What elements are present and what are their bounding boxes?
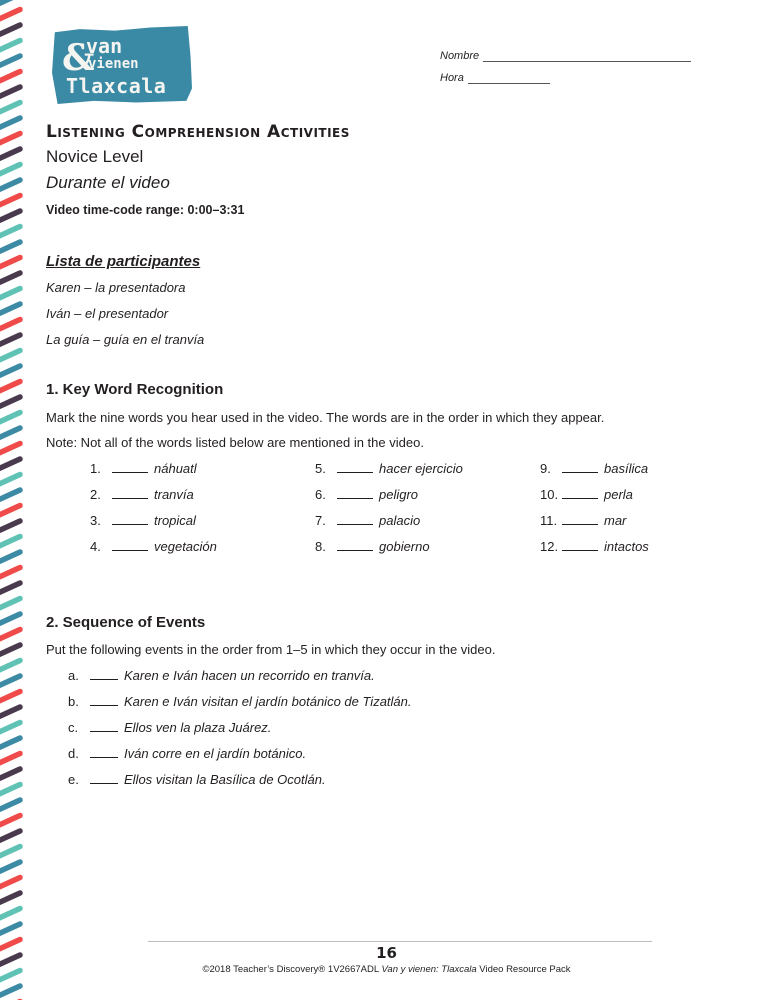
stripe bbox=[0, 351, 20, 361]
keyword-number: 11. bbox=[540, 513, 558, 528]
event-letter: d. bbox=[68, 746, 79, 761]
keyword-number: 9. bbox=[540, 461, 551, 476]
stripe bbox=[0, 475, 20, 485]
stripe bbox=[0, 413, 20, 423]
keyword-item bbox=[540, 538, 649, 554]
event-item bbox=[68, 745, 306, 761]
logo-text-vienen: vienen bbox=[88, 56, 139, 72]
stripe bbox=[0, 816, 20, 826]
event-text: Ellos ven la plaza Juárez. bbox=[124, 720, 272, 735]
footer-divider bbox=[148, 941, 652, 942]
stripe bbox=[0, 723, 20, 733]
section-2-instruction: Put the following events in the order from 1–5 in which they occur in the video. bbox=[46, 642, 496, 657]
stripe bbox=[0, 630, 20, 640]
stripe bbox=[0, 428, 20, 438]
stripe bbox=[0, 304, 20, 314]
hour-label: Hora bbox=[440, 72, 464, 84]
stripe bbox=[0, 103, 20, 113]
keyword-answer-blank[interactable] bbox=[562, 460, 598, 473]
decorative-stripe-border bbox=[0, 0, 24, 1000]
event-order-blank[interactable] bbox=[90, 719, 118, 732]
keyword-number: 8. bbox=[315, 539, 326, 554]
stripe bbox=[0, 41, 20, 51]
keyword-word: tranvía bbox=[154, 487, 194, 502]
stripe bbox=[0, 149, 20, 159]
stripe bbox=[0, 552, 20, 562]
keyword-word: náhuatl bbox=[154, 461, 197, 476]
keyword-answer-blank[interactable] bbox=[337, 460, 373, 473]
keyword-item bbox=[315, 538, 430, 554]
stripe bbox=[0, 568, 20, 578]
logo bbox=[52, 26, 192, 104]
stripe bbox=[0, 273, 20, 283]
keyword-word: basílica bbox=[604, 461, 649, 476]
keyword-number: 1. bbox=[90, 461, 101, 476]
timecode-range: Video time-code range: 0:00–3:31 bbox=[46, 203, 245, 217]
stripe bbox=[0, 909, 20, 919]
stripe bbox=[0, 165, 20, 175]
event-letter: c. bbox=[68, 720, 79, 735]
keyword-answer-blank[interactable] bbox=[337, 512, 373, 525]
keyword-word: intactos bbox=[604, 539, 649, 554]
stripe bbox=[0, 258, 20, 268]
keyword-number: 7. bbox=[315, 513, 326, 528]
section-1-instruction: Mark the nine words you hear used in the video. The words are in the order in which they appear. bbox=[46, 410, 605, 425]
stripe bbox=[0, 366, 20, 376]
logo-text-van: van bbox=[86, 34, 123, 58]
keyword-item bbox=[540, 460, 648, 476]
keyword-item bbox=[90, 486, 194, 502]
keyword-number: 3. bbox=[90, 513, 101, 528]
keyword-item bbox=[315, 486, 418, 502]
event-order-blank[interactable] bbox=[90, 693, 118, 706]
stripe bbox=[0, 893, 20, 903]
stripe bbox=[0, 537, 20, 547]
stripe bbox=[0, 878, 20, 888]
keyword-item bbox=[90, 512, 196, 528]
stripe bbox=[0, 72, 20, 82]
keyword-answer-blank[interactable] bbox=[112, 512, 148, 525]
keyword-number: 6. bbox=[315, 487, 326, 502]
stripe bbox=[0, 738, 20, 748]
participants-title: Lista de participantes bbox=[46, 253, 201, 270]
stripe bbox=[0, 25, 20, 35]
stripe bbox=[0, 599, 20, 609]
keyword-word: palacio bbox=[379, 513, 421, 528]
stripe bbox=[0, 583, 20, 593]
keyword-number: 12. bbox=[540, 539, 559, 554]
keyword-number: 2. bbox=[90, 487, 101, 502]
stripe bbox=[0, 847, 20, 857]
keyword-item bbox=[90, 460, 197, 476]
event-item bbox=[68, 693, 412, 709]
keyword-word: mar bbox=[604, 513, 627, 528]
stripe bbox=[0, 118, 20, 128]
keyword-number: 4. bbox=[90, 539, 101, 554]
keyword-number: 10. bbox=[540, 487, 559, 502]
stripe bbox=[0, 506, 20, 516]
stripe bbox=[0, 785, 20, 795]
stripe bbox=[0, 0, 20, 4]
event-item bbox=[68, 771, 326, 787]
keyword-word: hacer ejercicio bbox=[379, 461, 463, 476]
event-text: Karen e Iván hacen un recorrido en tranvía. bbox=[124, 668, 375, 683]
stripe bbox=[0, 459, 20, 469]
stripe bbox=[0, 676, 20, 686]
footer-suffix: Video Resource Pack bbox=[476, 964, 571, 975]
keyword-answer-blank[interactable] bbox=[562, 512, 598, 525]
participant-item: Karen – la presentadora bbox=[46, 280, 186, 295]
hour-field[interactable] bbox=[440, 62, 691, 84]
logo-ampersand: & bbox=[62, 37, 95, 79]
stripe bbox=[0, 692, 20, 702]
keyword-word: vegetación bbox=[154, 539, 217, 554]
event-letter: e. bbox=[68, 772, 79, 787]
keyword-answer-blank[interactable] bbox=[112, 460, 148, 473]
stripe bbox=[0, 800, 20, 810]
page-title: Listening Comprehension Activities bbox=[46, 122, 350, 142]
keyword-word: perla bbox=[604, 487, 633, 502]
keyword-number: 5. bbox=[315, 461, 326, 476]
stripe bbox=[0, 444, 20, 454]
footer-copyright bbox=[0, 964, 773, 975]
event-letter: b. bbox=[68, 694, 79, 709]
stripe bbox=[0, 769, 20, 779]
stripe bbox=[0, 382, 20, 392]
stripe bbox=[0, 10, 20, 20]
name-input-line[interactable] bbox=[483, 51, 691, 62]
keyword-answer-blank[interactable] bbox=[337, 486, 373, 499]
stripe bbox=[0, 521, 20, 531]
stripe bbox=[0, 196, 20, 206]
participant-item: La guía – guía en el tranvía bbox=[46, 332, 205, 347]
level-label: Novice Level bbox=[46, 147, 144, 166]
stripe bbox=[0, 661, 20, 671]
hour-input-line[interactable] bbox=[468, 73, 550, 84]
keyword-word: tropical bbox=[154, 513, 196, 528]
event-order-blank[interactable] bbox=[90, 771, 118, 784]
stripe bbox=[0, 831, 20, 841]
keyword-answer-blank[interactable] bbox=[337, 538, 373, 551]
page-number: 16 bbox=[376, 944, 397, 962]
event-item bbox=[68, 719, 271, 735]
section-1-title: 1. Key Word Recognition bbox=[46, 381, 224, 398]
keyword-answer-blank[interactable] bbox=[112, 538, 148, 551]
keyword-item bbox=[315, 460, 463, 476]
stripe bbox=[0, 754, 20, 764]
logo-text-tlaxcala: Tlaxcala bbox=[66, 74, 167, 98]
stripe bbox=[0, 335, 20, 345]
stripe bbox=[0, 289, 20, 299]
student-fields bbox=[440, 40, 691, 84]
section-2-title: 2. Sequence of Events bbox=[46, 614, 206, 631]
stripe bbox=[0, 986, 20, 996]
event-item bbox=[68, 667, 375, 683]
name-field[interactable] bbox=[440, 40, 691, 62]
keyword-answer-blank[interactable] bbox=[562, 486, 598, 499]
stripe bbox=[0, 614, 20, 624]
event-text: Iván corre en el jardín botánico. bbox=[124, 746, 307, 761]
name-label: Nombre bbox=[440, 50, 480, 62]
stripe bbox=[0, 320, 20, 330]
section-1-note: Note: Not all of the words listed below are mentioned in the video. bbox=[46, 435, 424, 450]
keyword-word: gobierno bbox=[379, 539, 430, 554]
footer-copyright-prefix: ©2018 Teacher’s Discovery® 1V2667ADL bbox=[202, 964, 382, 975]
stripe bbox=[0, 242, 20, 252]
keyword-item bbox=[540, 512, 626, 528]
stripe bbox=[0, 397, 20, 407]
stripe bbox=[0, 227, 20, 237]
event-text: Karen e Iván visitan el jardín botánico de Tizatlán. bbox=[124, 694, 412, 709]
event-order-blank[interactable] bbox=[90, 745, 118, 758]
event-text: Ellos visitan la Basílica de Ocotlán. bbox=[124, 772, 326, 787]
stripe bbox=[0, 490, 20, 500]
participant-item: Iván – el presentador bbox=[46, 306, 169, 321]
stripe bbox=[0, 87, 20, 97]
stripe bbox=[0, 211, 20, 221]
event-order-blank[interactable] bbox=[90, 667, 118, 680]
footer-title-italic: Van y vienen: Tlaxcala bbox=[381, 964, 477, 975]
keyword-item bbox=[90, 538, 217, 554]
keyword-answer-blank[interactable] bbox=[562, 538, 598, 551]
stripe bbox=[0, 924, 20, 934]
keyword-word: peligro bbox=[379, 487, 419, 502]
keyword-answer-blank[interactable] bbox=[112, 486, 148, 499]
subtitle: Durante el video bbox=[46, 173, 170, 192]
stripe bbox=[0, 180, 20, 190]
keyword-item bbox=[540, 486, 633, 502]
keyword-item bbox=[315, 512, 420, 528]
event-letter: a. bbox=[68, 668, 79, 683]
stripe bbox=[0, 134, 20, 144]
stripe bbox=[0, 707, 20, 717]
stripe bbox=[0, 862, 20, 872]
stripe bbox=[0, 56, 20, 66]
stripe bbox=[0, 645, 20, 655]
